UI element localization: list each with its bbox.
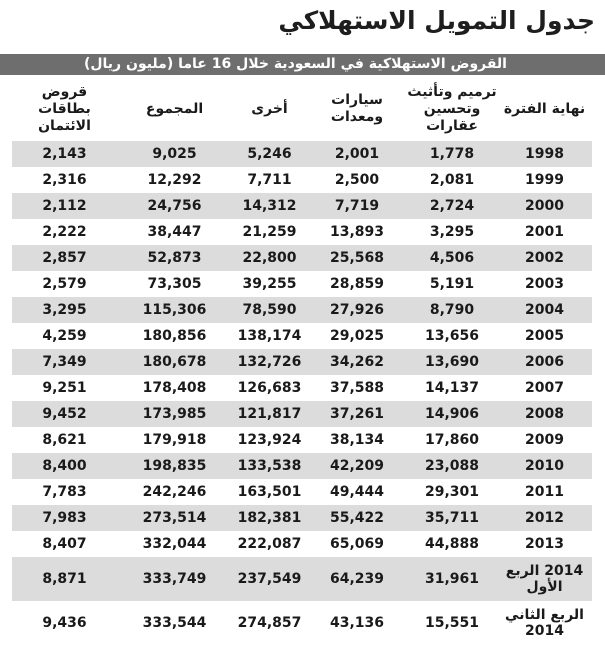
cell-cards: 9,436 [42, 615, 87, 631]
cell-other: 121,817 [237, 406, 302, 422]
cell-period: 2013 [525, 536, 564, 552]
table-row [12, 479, 592, 505]
cell-period: 2012 [525, 510, 564, 526]
cell-real-estate: 13,690 [424, 354, 480, 370]
cell-total: 52,873 [147, 250, 202, 266]
data-table [12, 141, 592, 645]
cell-period: 2001 [525, 224, 564, 240]
cell-other: 163,501 [237, 484, 302, 500]
table-row [12, 297, 592, 323]
cell-real-estate: 14,906 [424, 406, 480, 422]
table-row [12, 323, 592, 349]
cell-total: 73,305 [147, 276, 202, 292]
cell-total: 179,918 [142, 432, 207, 448]
cell-real-estate: 2,081 [429, 172, 475, 188]
cell-cars: 65,069 [329, 536, 385, 552]
table-row [12, 453, 592, 479]
cell-other: 22,800 [242, 250, 297, 266]
cell-real-estate: 29,301 [424, 484, 480, 500]
header-other: أخرى [251, 100, 288, 117]
cell-other: 274,857 [237, 615, 302, 631]
cell-cars: 7,719 [334, 198, 380, 214]
cell-cards: 2,222 [42, 224, 87, 240]
cell-other: 39,255 [242, 276, 297, 292]
cell-cards: 2,579 [42, 276, 87, 292]
cell-cards: 8,407 [42, 536, 87, 552]
cell-real-estate: 15,551 [424, 615, 480, 631]
cell-real-estate: 23,088 [424, 458, 480, 474]
cell-period: 2004 [525, 302, 564, 318]
cell-real-estate: 13,656 [424, 328, 480, 344]
cell-cards: 3,295 [42, 302, 87, 318]
cell-period: 2005 [525, 328, 564, 344]
cell-period: 2008 [525, 406, 564, 422]
cell-period: 2002 [525, 250, 564, 266]
cell-real-estate: 14,137 [424, 380, 480, 396]
cell-cars: 28,859 [329, 276, 385, 292]
page-title: جدول التمويل الاستهلاكي [278, 6, 595, 35]
cell-other: 182,381 [237, 510, 302, 526]
cell-total: 333,544 [142, 615, 207, 631]
cell-other: 123,924 [237, 432, 302, 448]
cell-cars: 34,262 [329, 354, 385, 370]
cell-real-estate: 35,711 [424, 510, 480, 526]
table-row [12, 427, 592, 453]
header-real-estate: ترميم وتأثيث وتحسين عقارات [407, 83, 497, 134]
cell-period: 1999 [525, 172, 564, 188]
cell-other: 138,174 [237, 328, 302, 344]
table-row [12, 271, 592, 297]
header-period: نهاية الفترة [503, 100, 586, 117]
header-cards: قروض بطاقات الائتمان [38, 83, 91, 134]
cell-period: 2014 الربع الأول [505, 563, 584, 595]
table-row [12, 167, 592, 193]
cell-cards: 8,400 [42, 458, 87, 474]
table-row [12, 141, 592, 167]
cell-period: الربع الثاني 2014 [505, 607, 584, 639]
cell-cars: 43,136 [329, 615, 385, 631]
cell-cars: 25,568 [329, 250, 385, 266]
cell-cars: 49,444 [329, 484, 385, 500]
cell-cars: 37,588 [329, 380, 385, 396]
cell-total: 24,756 [147, 198, 202, 214]
cell-other: 5,246 [247, 146, 292, 162]
cell-other: 14,312 [242, 198, 297, 214]
cell-real-estate: 3,295 [429, 224, 475, 240]
cell-cards: 7,983 [42, 510, 87, 526]
cell-cards: 8,621 [42, 432, 87, 448]
cell-real-estate: 2,724 [429, 198, 475, 214]
table-subtitle: القروض الاستهلاكية في السعودية خلال 16 عاما (مليون ريال) [12, 54, 605, 75]
cell-cars: 42,209 [329, 458, 385, 474]
cell-total: 115,306 [142, 302, 207, 318]
cell-real-estate: 17,860 [424, 432, 480, 448]
cell-cards: 2,857 [42, 250, 87, 266]
cell-real-estate: 5,191 [429, 276, 475, 292]
cell-cars: 38,134 [329, 432, 385, 448]
header-total: المجموع [145, 100, 204, 117]
table-row [12, 193, 592, 219]
table-row [12, 601, 592, 645]
cell-cars: 2,001 [334, 146, 380, 162]
cell-period: 2003 [525, 276, 564, 292]
cell-cards: 8,871 [42, 571, 87, 587]
cell-cars: 64,239 [329, 571, 385, 587]
cell-total: 198,835 [142, 458, 207, 474]
cell-total: 180,856 [142, 328, 207, 344]
cell-cards: 2,143 [42, 146, 87, 162]
cell-cards: 4,259 [42, 328, 87, 344]
table-row [12, 375, 592, 401]
header-cars: سيارات ومعدات [330, 92, 384, 125]
cell-cars: 13,893 [329, 224, 385, 240]
cell-other: 21,259 [242, 224, 297, 240]
cell-cars: 37,261 [329, 406, 385, 422]
cell-other: 7,711 [247, 172, 292, 188]
cell-cards: 9,452 [42, 406, 87, 422]
cell-cards: 7,349 [42, 354, 87, 370]
cell-period: 2011 [525, 484, 564, 500]
cell-total: 173,985 [142, 406, 207, 422]
table-row [12, 349, 592, 375]
cell-real-estate: 8,790 [429, 302, 475, 318]
cell-period: 2010 [525, 458, 564, 474]
cell-period: 1998 [525, 146, 564, 162]
cell-other: 78,590 [242, 302, 297, 318]
cell-real-estate: 44,888 [424, 536, 480, 552]
cell-other: 126,683 [237, 380, 302, 396]
cell-other: 132,726 [237, 354, 302, 370]
cell-cars: 29,025 [329, 328, 385, 344]
cell-cards: 2,316 [42, 172, 87, 188]
cell-cards: 7,783 [42, 484, 87, 500]
cell-cars: 27,926 [329, 302, 385, 318]
cell-real-estate: 4,506 [429, 250, 475, 266]
cell-period: 2009 [525, 432, 564, 448]
table-row [12, 557, 592, 601]
cell-total: 273,514 [142, 510, 207, 526]
cell-period: 2006 [525, 354, 564, 370]
cell-other: 222,087 [237, 536, 302, 552]
cell-total: 178,408 [142, 380, 207, 396]
cell-total: 38,447 [147, 224, 202, 240]
cell-period: 2007 [525, 380, 564, 396]
subtitle-accent [0, 54, 12, 75]
table-row [12, 401, 592, 427]
cell-total: 180,678 [142, 354, 207, 370]
cell-cars: 55,422 [329, 510, 385, 526]
cell-cards: 2,112 [42, 198, 87, 214]
cell-other: 237,549 [237, 571, 302, 587]
table-row [12, 531, 592, 557]
table-row [12, 505, 592, 531]
cell-cards: 9,251 [42, 380, 87, 396]
cell-real-estate: 31,961 [424, 571, 480, 587]
cell-total: 9,025 [152, 146, 197, 162]
cell-total: 333,749 [142, 571, 207, 587]
cell-other: 133,538 [237, 458, 302, 474]
table-row [12, 245, 592, 271]
cell-period: 2000 [525, 198, 564, 214]
cell-real-estate: 1,778 [429, 146, 475, 162]
cell-total: 332,044 [142, 536, 207, 552]
table-row [12, 219, 592, 245]
cell-total: 242,246 [142, 484, 207, 500]
cell-cars: 2,500 [334, 172, 380, 188]
cell-total: 12,292 [147, 172, 202, 188]
